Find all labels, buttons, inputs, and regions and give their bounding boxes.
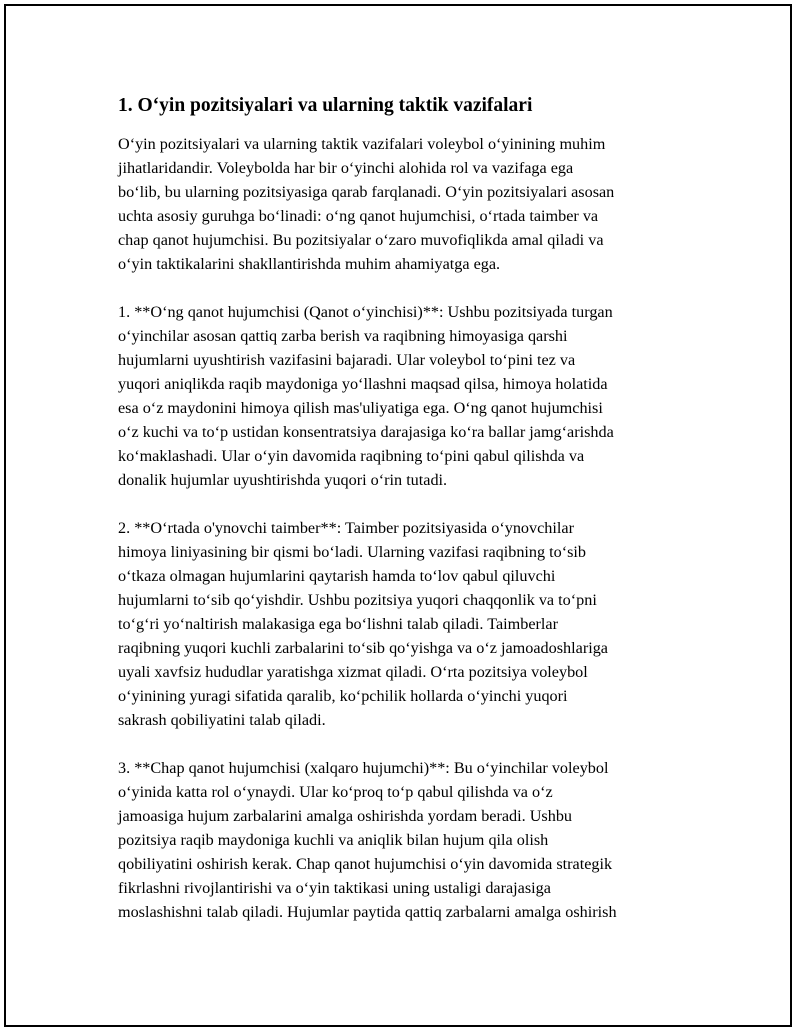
right-wing-paragraph [118,300,693,492]
paragraph-line: moslashishni talab qiladi. Hujumlar paytida qattiq zarbalarni amalga oshirish [118,903,617,921]
document-body [118,93,693,924]
paragraph-line: 1. **O‘ng qanot hujumchisi (Qanot o‘yinchisi)**: Ushbu pozitsiyada turgan [118,303,613,321]
paragraph-line: hujumlarni to‘sib qo‘yishdir. Ushbu pozitsiya yuqori chaqqonlik va to‘pni [118,591,597,609]
paragraph-line: 2. **O‘rtada o'ynovchi taimber**: Taimber pozitsiyasida o‘ynovchilar [118,519,574,537]
paragraph-line: o‘yinining yuragi sifatida qaralib, ko‘pchilik hollarda o‘yinchi yuqori [118,687,568,705]
paragraph-line: jamoasiga hujum zarbalarini amalga oshirishda yordam beradi. Ushbu [118,807,573,825]
paragraph-gap [118,276,693,300]
paragraph-gap [118,732,693,756]
paragraph-line: hujumlarni uyushtirish vazifasini bajaradi. Ular voleybol to‘pini tez va [118,351,576,369]
paragraph-line: O‘yin pozitsiyalari va ularning taktik vazifalari voleybol o‘yinining muhim [118,135,606,153]
paragraph-line: o‘tkaza olmagan hujumlarini qaytarish hamda to‘lov qabul qiluvchi [118,567,556,585]
paragraph-line: o‘z kuchi va to‘p ustidan konsentratsiya darajasiga ko‘ra ballar jamg‘arishda [118,423,614,441]
paragraph-line: uchta asosiy guruhga bo‘linadi: o‘ng qanot hujumchisi, o‘rtada taimber va [118,207,599,225]
paragraph-line: bo‘lib, bu ularning pozitsiyasiga qarab farqlanadi. O‘yin pozitsiyalari asosan [118,183,615,201]
paragraph-line: ko‘maklashadi. Ular o‘yin davomida raqibning to‘pini qabul qilishda va [118,447,585,465]
paragraph-line: uyali xavfsiz hududlar yaratishga xizmat qiladi. O‘rta pozitsiya voleybol [118,663,588,681]
paragraph-line: o‘yin taktikalarini shakllantirishda muhim ahamiyatga ega. [118,255,501,273]
paragraph-line: 3. **Chap qanot hujumchisi (xalqaro hujumchi)**: Bu o‘yinchilar voleybol [118,759,609,777]
paragraph-gap [118,492,693,516]
paragraph-line: pozitsiya raqib maydoniga kuchli va aniqlik bilan hujum qila olish [118,831,549,849]
paragraph-line: himoya liniyasining bir qismi bo‘ladi. Ularning vazifasi raqibning to‘sib [118,543,587,561]
paragraph-line: yuqori aniqlikda raqib maydoniga yo‘llashni maqsad qilsa, himoya holatida [118,375,608,393]
paragraph-line: raqibning yuqori kuchli zarbalarini to‘sib qo‘yishga va o‘z jamoadoshlariga [118,639,608,657]
paragraph-line: esa o‘z maydonini himoya qilish mas'uliyatiga ega. O‘ng qanot hujumchisi [118,399,603,417]
paragraph-line: qobiliyatini oshirish kerak. Chap qanot hujumchisi o‘yin davomida strategik [118,855,613,873]
paragraph-line: to‘g‘ri yo‘naltirish malakasiga ega bo‘lishni talab qiladi. Taimberlar [118,615,558,633]
paragraph-line: chap qanot hujumchisi. Bu pozitsiyalar o‘zaro muvofiqlikda amal qiladi va [118,231,604,249]
intro-paragraph [118,132,693,276]
middle-blocker-paragraph [118,516,693,732]
section-heading: 1. O‘yin pozitsiyalari va ularning taktik vazifalari [118,95,533,116]
paragraph-line: fikrlashni rivojlantirishi va o‘yin taktikasi uning ustaligi darajasiga [118,879,551,897]
paragraph-line: o‘yinida katta rol o‘ynaydi. Ular ko‘proq to‘p qabul qilishda va o‘z [118,783,553,801]
paragraph-line: donalik hujumlar uyushtirishda yuqori o‘rin tutadi. [118,471,448,489]
paragraph-line: jihatlaridandir. Voleybolda har bir o‘yinchi alohida rol va vazifaga ega [118,159,574,177]
paragraph-line: sakrash qobiliyatini talab qiladi. [118,711,326,729]
paragraph-line: o‘yinchilar asosan qattiq zarba berish va raqibning himoyasiga qarshi [118,327,568,345]
left-wing-paragraph [118,756,693,924]
